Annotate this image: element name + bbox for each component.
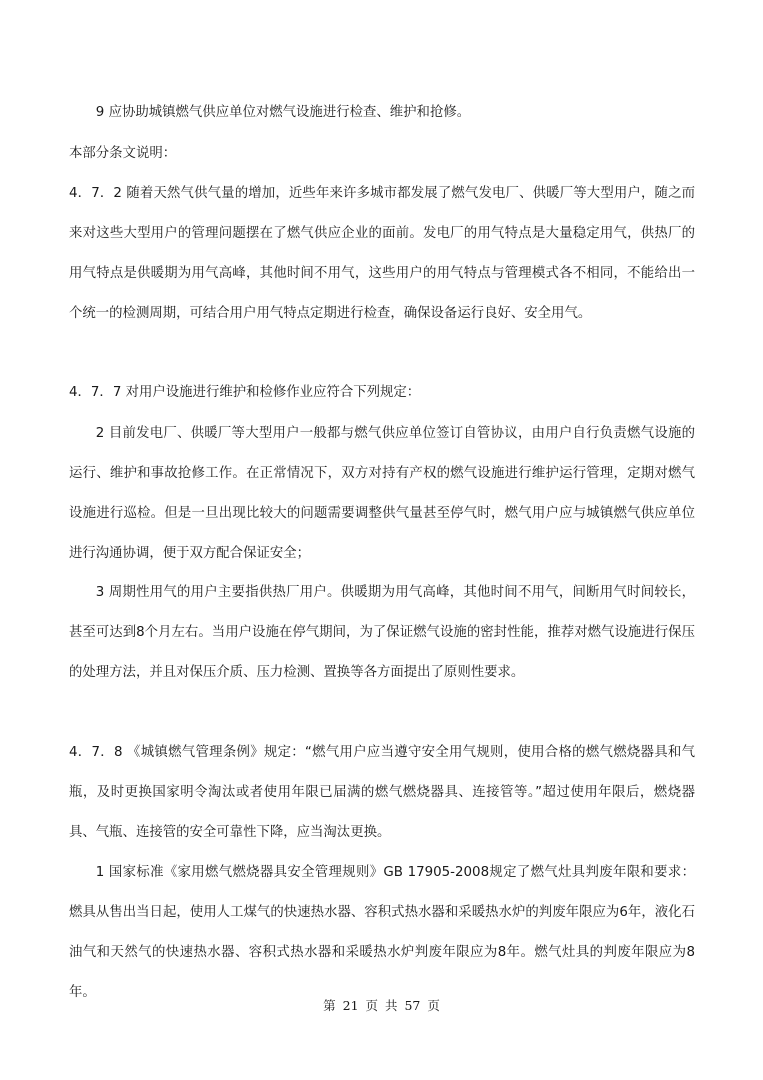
- paragraph-item-3: 3 周期性用气的用户主要指供热厂用户。供暖期为用气高峰，其他时间不用气，间断用气时间较长，甚至可达到8个月左右。当用户设施在停气期间，为了保证燃气设施的密封性能，推荐对燃气设施进行保压的处理方法，并且对保压介质、压力检测、置换等各方面提出了原则性要求。: [69, 585, 695, 680]
- paragraph-item-2: 2 目前发电厂、供暖厂等大型用户一般都与燃气供应单位签订自管协议，由用户自行负责燃气设施的运行、维护和事故抢修工作。在正常情况下，双方对持有产权的燃气设施进行维护运行管理，定期对燃气设施进行巡检。但是一旦出现比较大的问题需要调整供气量甚至停气时，燃气用户应与城镇燃气供应单位进行沟通协调，便于双方配合保证安全；: [69, 426, 695, 561]
- page-number-footer: 第 21 页 共 57 页: [323, 998, 440, 1013]
- paragraph-clause-4-7-7: 4．7．7 对用户设施进行维护和检修作业应符合下列规定：: [69, 385, 421, 400]
- paragraph-clause-4-7-8: 4．7．8 《城镇燃气管理条例》规定：“燃气用户应当遵守安全用气规则，使用合格的燃气燃烧器具和气瓶，及时更换国家明令淘汰或者使用年限已届满的燃气燃烧器具、连接管等。”超过使用年限后，燃烧器具、气瓶、连接管的安全可靠性下降，应当淘汰更换。: [69, 745, 695, 840]
- paragraph-clause-4-7-2: 4．7．2 随着天然气供气量的增加，近些年来许多城市都发展了燃气发电厂、供暖厂等大型用户，随之而来对这些大型用户的管理问题摆在了燃气供应企业的面前。发电厂的用气特点是大量稳定用气，供热厂的用气特点是供暖期为用气高峰，其他时间不用气，这些用户的用气特点与管理模式各不相同，不能给出一个统一的检测周期，可结合用户用气特点定期进行检查，确保设备运行良好、安全用气。: [69, 186, 695, 321]
- paragraph-item-9: 9 应协助城镇燃气供应单位对燃气设施进行检查、维护和抢修。: [95, 105, 471, 120]
- paragraph-item-1: 1 国家标准《家用燃气燃烧器具安全管理规则》GB 17905-2008规定了燃气灶具判废年限和要求：燃具从售出当日起，使用人工煤气的快速热水器、容积式热水器和采暖热水炉的判废年限应为6年，液化石油气和天然气的快速热水器、容积式热水器和采暖热水炉判废年限应为8年。燃气灶具的判废年限应为8年。: [69, 865, 695, 1000]
- paragraph-section-note-heading: 本部分条文说明：: [69, 146, 177, 161]
